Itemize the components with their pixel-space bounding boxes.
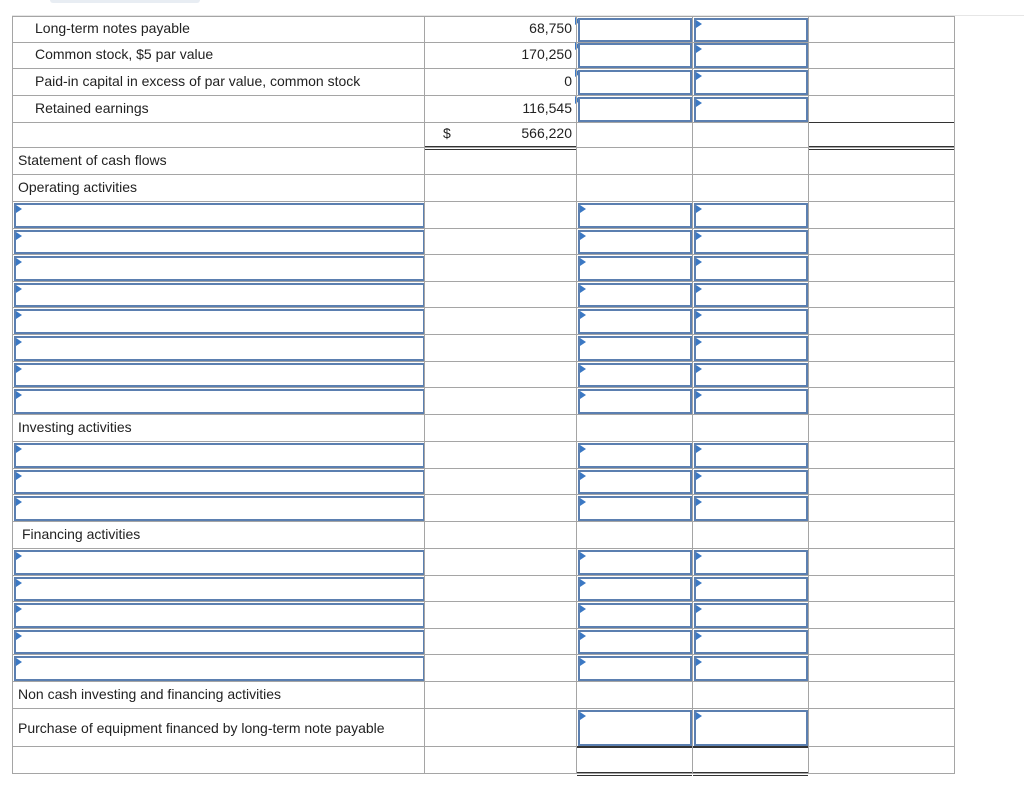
input-row: [12, 229, 955, 256]
input-cell[interactable]: [578, 43, 692, 68]
amount-input[interactable]: [578, 203, 692, 228]
marker-icon: [16, 552, 22, 560]
marker-icon: [580, 285, 586, 293]
description-input[interactable]: [14, 363, 425, 388]
total-rule: [693, 746, 808, 748]
currency-symbol: $: [443, 125, 451, 141]
marker-icon: [580, 258, 586, 266]
table-row: [12, 42, 955, 69]
table-row: [12, 96, 955, 123]
description-input[interactable]: [14, 203, 425, 228]
marker-icon: [696, 365, 702, 373]
marker-icon: [580, 632, 586, 640]
double-underline: [577, 772, 692, 776]
row-value: 170,250: [521, 46, 572, 62]
input-cell[interactable]: [578, 710, 692, 746]
marker-icon: [580, 712, 586, 720]
marker-icon: [696, 552, 702, 560]
marker-icon: [696, 605, 702, 613]
marker-icon: [16, 605, 22, 613]
amount-input[interactable]: [578, 550, 692, 575]
row-label: Common stock, $5 par value: [35, 46, 214, 62]
amount-input[interactable]: [694, 256, 808, 281]
amount-input[interactable]: [694, 470, 808, 495]
row-label: Paid-in capital in excess of par value, common stock: [35, 73, 361, 89]
input-cell[interactable]: [578, 18, 692, 42]
amount-input[interactable]: [694, 550, 808, 575]
marker-icon: [580, 311, 586, 319]
marker-icon: [16, 232, 22, 240]
input-row: [12, 469, 955, 496]
description-input[interactable]: [14, 309, 425, 334]
top-scroll-indicator: [50, 0, 200, 3]
input-row: [12, 335, 955, 362]
section-row: [12, 175, 955, 202]
total-value: 566,220: [521, 125, 572, 141]
marker-icon: [696, 658, 702, 666]
row-value: 0: [564, 73, 572, 89]
marker-icon: [696, 205, 702, 213]
description-input[interactable]: [14, 656, 425, 681]
marker-icon: [696, 338, 702, 346]
marker-icon: [16, 632, 22, 640]
description-input[interactable]: [14, 443, 425, 468]
marker-icon: [696, 258, 702, 266]
marker-icon: [580, 605, 586, 613]
amount-input[interactable]: [578, 389, 692, 414]
marker-icon: [696, 632, 702, 640]
amount-input[interactable]: [578, 603, 692, 628]
marker-icon: [696, 45, 702, 53]
amount-input[interactable]: [694, 443, 808, 468]
section-title: Statement of cash flows: [18, 152, 167, 168]
marker-icon: [16, 365, 22, 373]
marker-icon: [696, 391, 702, 399]
section-row: [12, 148, 955, 175]
marker-icon: [696, 712, 702, 720]
marker-icon: [16, 285, 22, 293]
marker-icon: [580, 579, 586, 587]
marker-icon: [16, 658, 22, 666]
input-cell[interactable]: [578, 70, 692, 95]
marker-icon: [696, 285, 702, 293]
row-label: Retained earnings: [35, 100, 149, 116]
amount-input[interactable]: [694, 203, 808, 228]
marker-icon: [16, 579, 22, 587]
marker-icon: [580, 552, 586, 560]
row-value: 116,545: [522, 100, 572, 116]
marker-icon: [580, 472, 586, 480]
input-row: [12, 255, 955, 282]
row-label: Long-term notes payable: [35, 20, 190, 36]
marker-icon: [580, 338, 586, 346]
input-row: [12, 629, 955, 656]
marker-icon: [16, 445, 22, 453]
marker-icon: [580, 205, 586, 213]
total-row: [12, 123, 955, 148]
amount-input[interactable]: [578, 336, 692, 361]
input-row: [12, 655, 955, 682]
section-row: [12, 682, 955, 709]
section-heading-financing: Financing activities: [22, 526, 141, 542]
input-row: [12, 495, 955, 522]
marker-icon: [16, 258, 22, 266]
input-row: [12, 308, 955, 335]
marker-icon: [16, 472, 22, 480]
table-row: [12, 747, 955, 774]
amount-input[interactable]: [578, 309, 692, 334]
section-row: [12, 415, 955, 442]
input-cell[interactable]: [694, 710, 808, 746]
amount-input[interactable]: [694, 577, 808, 602]
input-row: [12, 549, 955, 576]
amount-input[interactable]: [578, 577, 692, 602]
description-input[interactable]: [14, 336, 425, 361]
marker-icon: [696, 99, 702, 107]
description-input[interactable]: [14, 230, 425, 255]
amount-input[interactable]: [694, 336, 808, 361]
marker-icon: [696, 232, 702, 240]
marker-icon: [580, 498, 586, 506]
input-row: [12, 442, 955, 469]
marker-icon: [696, 311, 702, 319]
input-row: [12, 602, 955, 629]
total-rule: [809, 122, 954, 123]
input-row: [12, 282, 955, 309]
marker-icon: [16, 498, 22, 506]
amount-input[interactable]: [694, 656, 808, 681]
amount-input[interactable]: [578, 283, 692, 308]
total-rule: [577, 746, 692, 748]
amount-input[interactable]: [694, 363, 808, 388]
amount-input[interactable]: [694, 309, 808, 334]
amount-input[interactable]: [578, 630, 692, 655]
amount-input[interactable]: [578, 496, 692, 521]
description-input[interactable]: [14, 470, 425, 495]
marker-icon: [696, 445, 702, 453]
section-heading-operating: Operating activities: [18, 179, 138, 195]
double-underline: [693, 772, 808, 776]
input-cell[interactable]: [694, 43, 808, 68]
marker-icon: [696, 498, 702, 506]
input-row: [12, 576, 955, 603]
noncash-row: [12, 709, 955, 747]
amount-input[interactable]: [694, 230, 808, 255]
amount-input[interactable]: [694, 603, 808, 628]
table-row: [12, 69, 955, 96]
section-heading-investing: Investing activities: [18, 419, 132, 435]
amount-input[interactable]: [694, 389, 808, 414]
input-cell[interactable]: [694, 70, 808, 95]
description-input[interactable]: [14, 389, 425, 414]
marker-icon: [16, 391, 22, 399]
marker-icon: [696, 472, 702, 480]
description-input[interactable]: [14, 630, 425, 655]
input-row: [12, 202, 955, 229]
description-input[interactable]: [14, 283, 425, 308]
input-cell[interactable]: [694, 97, 808, 122]
description-input[interactable]: [14, 577, 425, 602]
table-row: [12, 16, 955, 43]
marker-icon: [580, 232, 586, 240]
marker-icon: [696, 579, 702, 587]
description-input[interactable]: [14, 550, 425, 575]
input-cell[interactable]: [694, 18, 808, 42]
amount-input[interactable]: [578, 470, 692, 495]
noncash-item-label: Purchase of equipment financed by long-term note payable: [18, 720, 385, 736]
amount-input[interactable]: [578, 230, 692, 255]
description-input[interactable]: [14, 256, 425, 281]
section-row: [12, 522, 955, 549]
marker-icon: [580, 365, 586, 373]
input-cell[interactable]: [578, 97, 692, 122]
marker-icon: [16, 338, 22, 346]
amount-input[interactable]: [694, 630, 808, 655]
marker-icon: [696, 20, 702, 28]
marker-icon: [696, 72, 702, 80]
amount-input[interactable]: [578, 363, 692, 388]
marker-icon: [16, 311, 22, 319]
amount-input[interactable]: [578, 656, 692, 681]
marker-icon: [16, 205, 22, 213]
amount-input[interactable]: [578, 256, 692, 281]
marker-icon: [580, 445, 586, 453]
marker-icon: [580, 658, 586, 666]
amount-input[interactable]: [578, 443, 692, 468]
description-input[interactable]: [14, 496, 425, 521]
input-row: [12, 388, 955, 415]
marker-icon: [580, 391, 586, 399]
description-input[interactable]: [14, 603, 425, 628]
section-heading-noncash: Non cash investing and financing activities: [18, 686, 282, 702]
amount-input[interactable]: [694, 283, 808, 308]
amount-input[interactable]: [694, 496, 808, 521]
input-row: [12, 362, 955, 389]
row-value: 68,750: [529, 20, 572, 36]
